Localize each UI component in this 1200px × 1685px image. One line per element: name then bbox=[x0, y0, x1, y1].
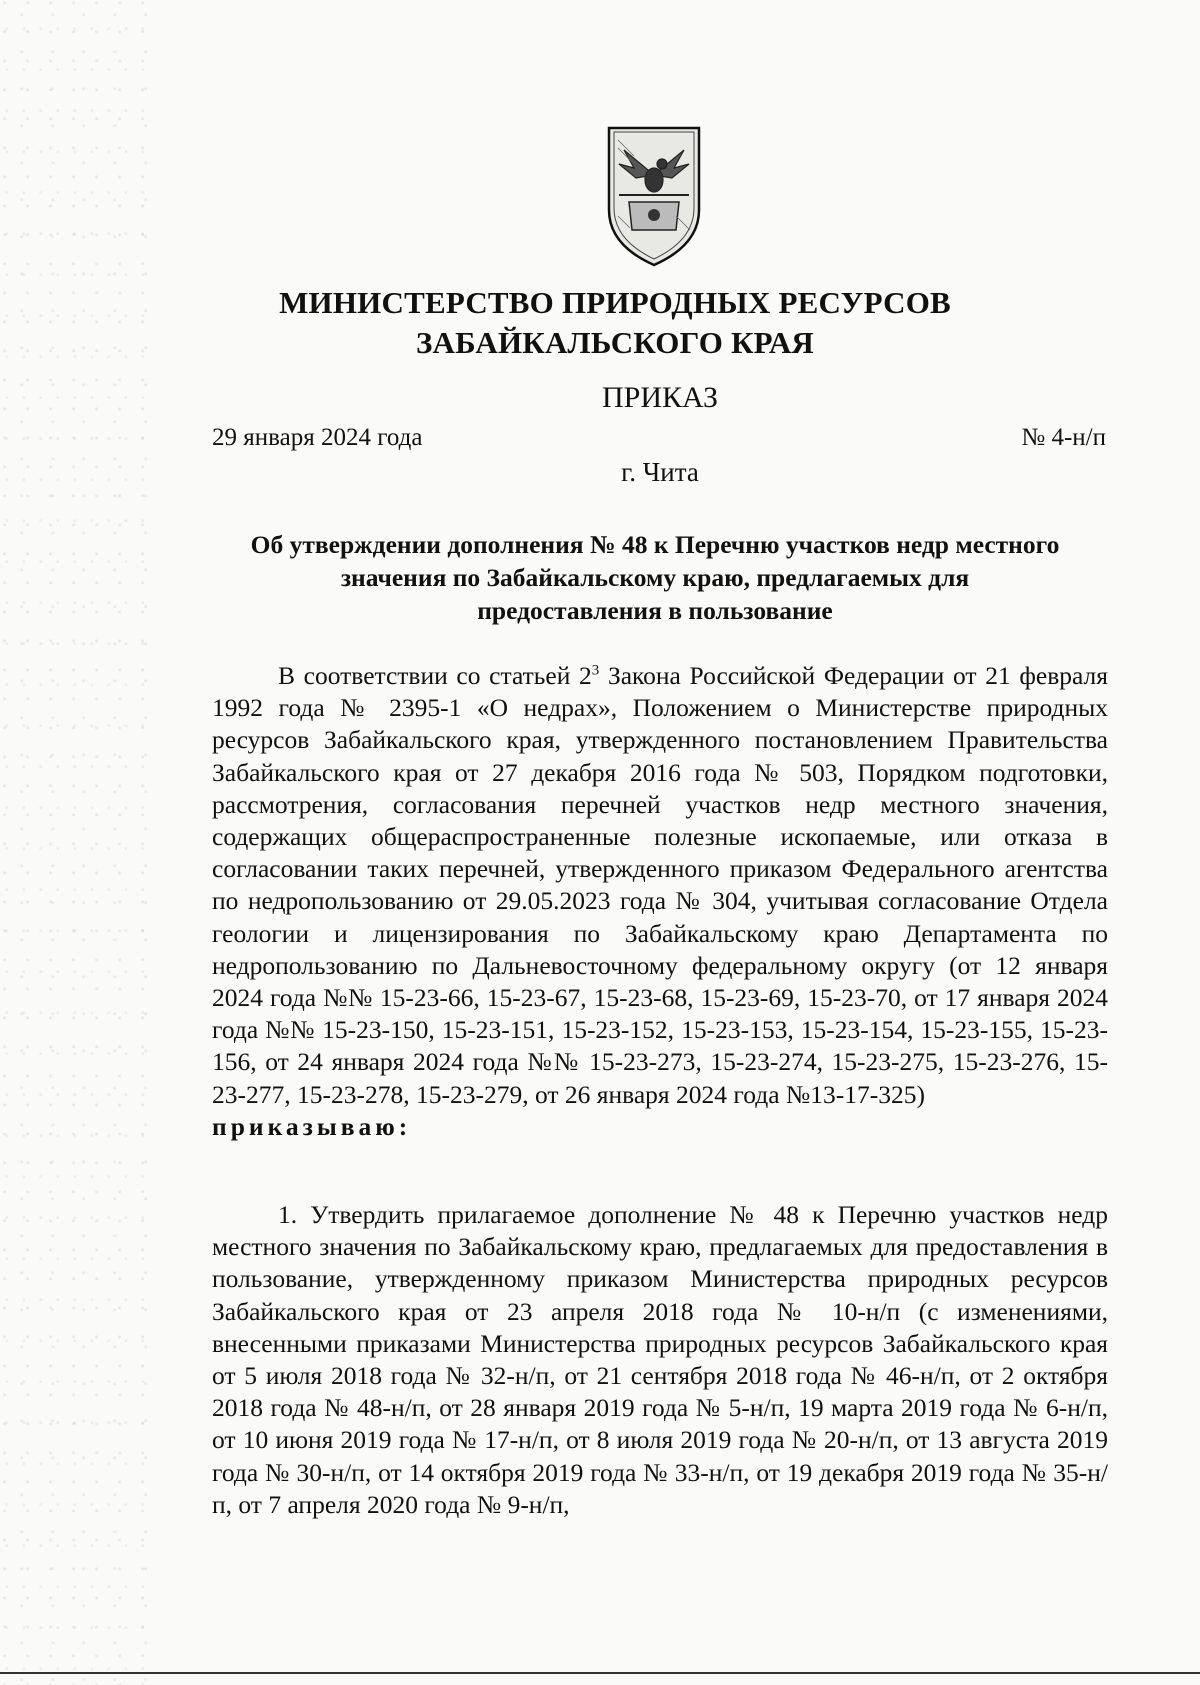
preamble-text-start: В соответствии со статьей 2 bbox=[278, 661, 592, 690]
article-superscript: 3 bbox=[591, 662, 600, 679]
ministry-title bbox=[200, 283, 1030, 363]
document-number: № 4-н/п bbox=[1021, 424, 1106, 451]
item-1-text: 1. Утвердить прилагаемое дополнение № 48 к Перечню участков недр местного значения по Забайкальскому краю, предлагаемых для предоставления в пользование, утвержденному приказом Министерства природных ресурсов Забайкальского края от 23 апреля 2018 года № 10-н/п (с изменениями, внесенными приказами Министерства природных ресурсов Забайкальского края от 5 июля 2018 года № 32-н/п, от 21 сентября 2018 года № 46-н/п, от 2 октября 2018 года № 48-н/п, от 28 января 2019 года № 5-н/п, 19 марта 2019 года № 6-н/п, от 10 июня 2019 года № 17-н/п, от 8 июля 2019 года № 20-н/п, от 13 августа 2019 года № 30-н/п, от 14 октября 2019 года № 33-н/п, от 19 декабря 2019 года № 35-н/п, от 7 апреля 2020 года № 9-н/п, bbox=[212, 1200, 1108, 1519]
heading-line-2: значения по Забайкальскому краю, предлагаемых для bbox=[340, 563, 970, 592]
heading-line-3: предоставления в пользование bbox=[477, 596, 833, 625]
page-bottom-edge bbox=[0, 1672, 1200, 1674]
heading-line-1: Об утверждении дополнения № 48 к Перечню участков недр местного bbox=[250, 530, 1060, 559]
preamble-text-rest: Закона Российской Федерации от 21 февраля 1992 года № 2395-1 «О недрах», Положением о Министерстве природных ресурсов Забайкальского края, утвержденного постановлением Правительства Забайкальского края от 27 декабря 2016 года № 503, Порядком подготовки, рассмотрения, согласования перечней участков недр местного значения, содержащих общераспространенные полезные ископаемые, или отказа в согласовании таких перечней, утвержденного приказом Федерального агентства по недропользованию от 29.05.2023 года № 304, учитывая согласование Отдела геологии и лицензирования по Забайкальскому краю Департамента по недропользованию по Дальневосточному федеральному округу (от 12 января 2024 года №№ 15-23-66, 15-23-67, 15-23-68, 15-23-69, 15-23-70, от 17 января 2024 года №№ 15-23-150, 15-23-151, 15-23-152, 15-23-153, 15-23-154, 15-23-155, 15-23-156, от 24 января 2024 года №№ 15-23-273, 15-23-274, 15-23-275, 15-23-276, 15-23-277, 15-23-278, 15-23-279, от 26 января 2024 года №13-17-325) bbox=[212, 661, 1108, 1109]
order-word: приказываю: bbox=[212, 1111, 412, 1141]
ministry-line-1: МИНИСТЕРСТВО ПРИРОДНЫХ РЕСУРСОВ bbox=[279, 285, 951, 320]
ministry-line-2: ЗАБАЙКАЛЬСКОГО КРАЯ bbox=[415, 325, 815, 360]
document-type: ПРИКАЗ bbox=[602, 381, 718, 414]
document-city: г. Чита bbox=[621, 457, 699, 487]
paragraph-preamble bbox=[212, 660, 1108, 1143]
paragraph-item-1 bbox=[212, 1199, 1108, 1521]
coat-of-arms-emblem bbox=[604, 120, 704, 270]
scan-noise bbox=[0, 0, 150, 1685]
document-date: 29 января 2024 года bbox=[212, 424, 423, 451]
document-heading bbox=[205, 528, 1105, 627]
